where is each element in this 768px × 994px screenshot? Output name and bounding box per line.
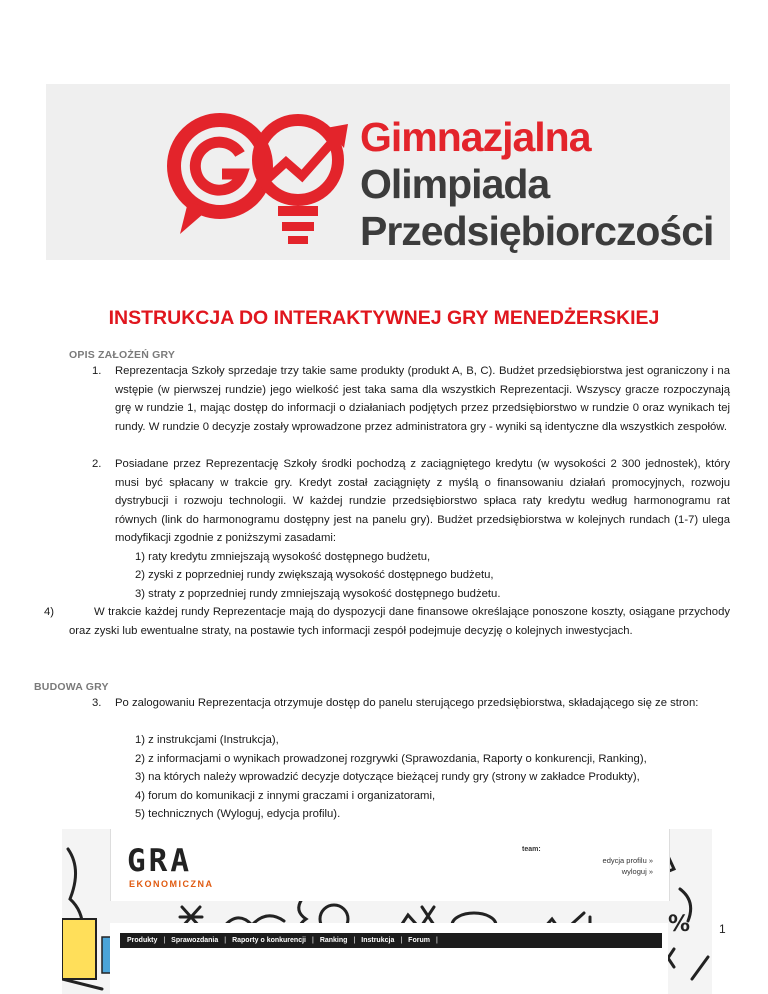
list-number: 3. [92, 697, 102, 709]
sub-item: 1) raty kredytu zmniejszają wysokość dostępnego budżetu, [135, 551, 431, 563]
logo-line-3: Przedsiębiorczości [360, 208, 714, 254]
game-header [110, 829, 670, 901]
nav-separator: | [224, 937, 227, 944]
nav-item-ranking[interactable]: Ranking [319, 937, 348, 944]
nav-item-products[interactable]: Produkty [127, 937, 158, 944]
list-number: 1. [92, 365, 102, 377]
nav-item-instructions[interactable]: Instrukcja [361, 937, 395, 944]
sub-item: 4) forum do komunikacji z innymi graczami i organizatorami, [135, 790, 436, 802]
list-item-text: Po zalogowaniu Reprezentacja otrzymuje dostęp do panelu sterującego przedsiębiorstwa, składającego się ze stron: [115, 697, 699, 709]
sub-item: 2) z informacjami o wynikach prowadzonej rozgrywki (Sprawozdania, Raporty o konkurencji, Ranking), [135, 753, 647, 765]
game-logo: GRA [127, 843, 192, 879]
sub-item: 2) zyski z poprzedniej rundy zwiększają wysokość dostępnego budżetu, [135, 569, 494, 581]
list-item-text: W trakcie każdej rundy Reprezentacje mają do dyspozycji dane finansowe określające ponoszone koszty, osiągane przychody oraz zyski lub ewentualne straty, na postawie tych informacji zespół podejmuje decyzję o kolejnych inwestycjach. [69, 606, 730, 637]
list-item-3 [92, 694, 730, 713]
logo-line-2: Olimpiada [360, 161, 550, 207]
sub-item: 3) straty z poprzedniej rundy zmniejszają wysokość dostępnego budżetu. [135, 588, 501, 600]
document-title: INSTRUKCJA DO INTERAKTYWNEJ GRY MENEDŻERSKIEJ [108, 307, 660, 329]
list-item-2 [92, 455, 730, 548]
list-item-text: Reprezentacja Szkoły sprzedaje trzy takie same produkty (produkt A, B, C). Budżet przedsiębiorstwa jest ograniczony i na wstępie (w pierwszej rundzie) jego wielkość jest taka sama dla wszystkich Reprezentacji. Wszyscy gracze rozpoczynają grę w rundzie 1, mając dostęp do informacji o działaniach podjętych przez przedsiębiorstwo w rundzie 0 oraz wynikach tej rundy. W rundzie 0 decyzje zostały wprowadzone przez administratora gry - wyniki są identyczne dla wszystkich zespołów. [115, 365, 730, 433]
list-item-1 [92, 362, 730, 436]
logo-banner [46, 84, 730, 260]
game-nav-bar [120, 933, 662, 948]
game-body [110, 923, 668, 994]
logo-line-1: Gimnazjalna [360, 114, 591, 160]
svg-text:%: % [668, 912, 691, 937]
list-item-4 [44, 603, 730, 640]
list-number: 2. [92, 458, 102, 470]
list-item-text: Posiadane przez Reprezentację Szkoły środki pochodzą z zaciągniętego kredytu (w wysokości 2 300 jednostek), który musi być spłacany w trakcie gry. Kredyt został zaciągnięty z myślą o finansowaniu działań promocyjnych, rozwoju dystrybucji i rozwoju technologii. W każdej rundzie przedsiębiorstwo spłaca raty kredytu według harmonogramu rat równych (link do harmonogramu dostępny jest na panelu gry). Budżet przedsiębiorstwa w kolejnych rundach (1-7) ulega modyfikacji zgodnie z poniższymi zasadami: [115, 458, 730, 544]
nav-separator: | [435, 937, 438, 944]
logout-link[interactable]: wyloguj » [621, 867, 653, 876]
sub-item: 3) na których należy wprowadzić decyzje dotyczące bieżącej rundy gry (strony w zakładce Produkty), [135, 771, 640, 783]
game-panel-screenshot [62, 829, 712, 994]
sub-item: 5) technicznych (Wyloguj, edycja profilu). [135, 808, 341, 820]
section-heading-structure: BUDOWA GRY [34, 681, 109, 693]
page-number: 1 [719, 922, 726, 936]
nav-item-reports[interactable]: Sprawozdania [171, 937, 219, 944]
nav-separator: | [163, 937, 166, 944]
nav-separator: | [311, 937, 314, 944]
logo-text [360, 114, 713, 255]
list-number: 4) [44, 606, 55, 618]
sub-item: 1) z instrukcjami (Instrukcja), [135, 734, 279, 746]
nav-item-competition-reports[interactable]: Raporty o konkurencji [232, 937, 306, 944]
team-label: team: [522, 846, 541, 853]
section-heading-assumptions: OPIS ZAŁOŻEŃ GRY [69, 349, 176, 361]
nav-separator: | [400, 937, 403, 944]
olympiad-logo-icon [158, 94, 358, 252]
game-logo-subtitle: EKONOMICZNA [129, 879, 214, 889]
edit-profile-link[interactable]: edycja profilu » [602, 856, 653, 865]
nav-item-forum[interactable]: Forum [408, 937, 430, 944]
nav-separator: | [353, 937, 356, 944]
